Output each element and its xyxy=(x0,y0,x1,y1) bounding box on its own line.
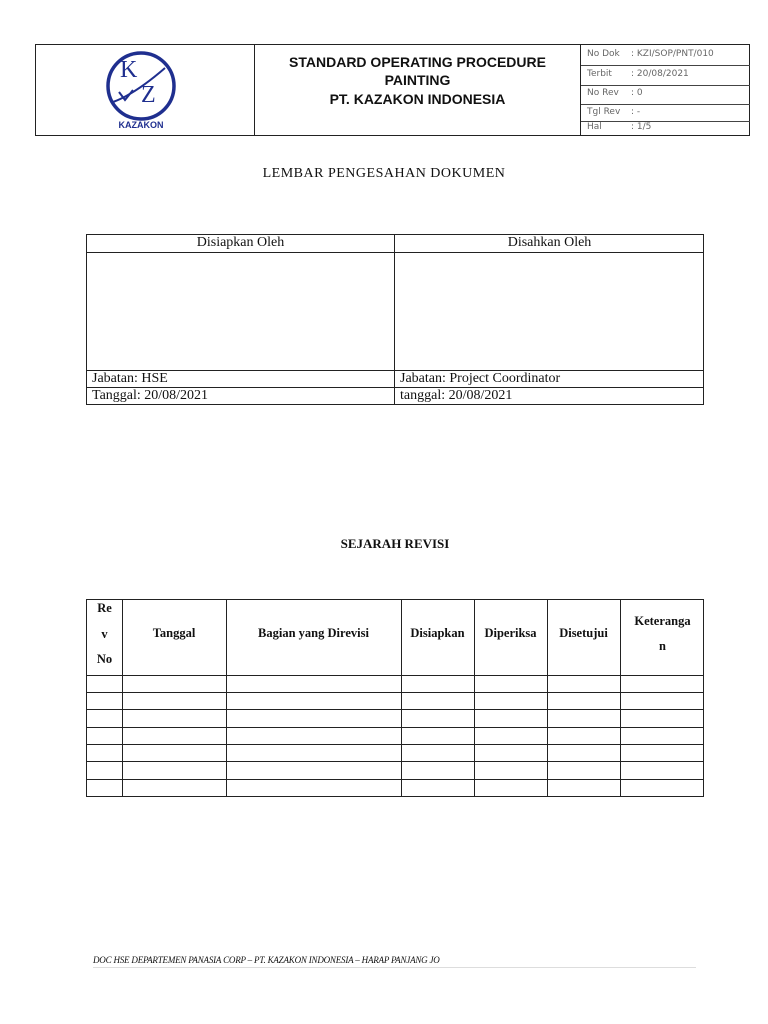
col-disetujui: Disetujui xyxy=(559,626,608,640)
logo-letter-k: K xyxy=(120,57,138,83)
revision-table: Re v No Tanggal Bagian yang Direvisi Disiapkan Diperiksa Disetujui Keteranga n xyxy=(86,599,704,797)
title-line-2: PAINTING xyxy=(384,72,451,88)
logo-cell xyxy=(35,44,255,136)
meta-hal: Hal : 1/5 xyxy=(587,122,652,132)
footer-divider xyxy=(93,967,696,968)
col-diperiksa: Diperiksa xyxy=(484,626,537,640)
col-bagian: Bagian yang Direvisi xyxy=(258,626,369,640)
logo-caption: KAZAKON xyxy=(118,120,164,130)
approved-position: Jabatan: Project Coordinator xyxy=(400,371,561,386)
prepared-date: Tanggal: 20/08/2021 xyxy=(92,388,209,403)
col-disiapkan: Disiapkan xyxy=(410,626,465,640)
prepared-position: Jabatan: HSE xyxy=(92,371,168,386)
title-line-1: STANDARD OPERATING PROCEDURE xyxy=(289,54,546,70)
meta-tgl-rev: Tgl Rev : - xyxy=(581,104,750,122)
revision-title: SEJARAH REVISI xyxy=(340,536,450,551)
header-title xyxy=(255,44,581,136)
meta-terbit: Terbit : 20/08/2021 xyxy=(581,65,750,86)
page-footer: DOC HSE DEPARTEMEN PANASIA CORP – PT. KAZAKON INDONESIA – HARAP PANJANG JO xyxy=(93,955,440,965)
title-line-3: PT. KAZAKON INDONESIA xyxy=(329,91,506,107)
prepared-by-header: Disiapkan Oleh xyxy=(196,235,285,250)
logo-letter-z: Z xyxy=(141,82,156,108)
approved-date: tanggal: 20/08/2021 xyxy=(400,388,513,403)
col-tanggal: Tanggal xyxy=(152,626,196,640)
meta-no-dok: No Dok : KZI/SOP/PNT/010 xyxy=(581,44,750,66)
approved-by-header: Disahkan Oleh xyxy=(507,235,592,250)
approval-table xyxy=(86,234,704,405)
approval-title: LEMBAR PENGESAHAN DOKUMEN xyxy=(262,166,506,181)
meta-no-rev: No Rev : 0 xyxy=(581,85,750,105)
